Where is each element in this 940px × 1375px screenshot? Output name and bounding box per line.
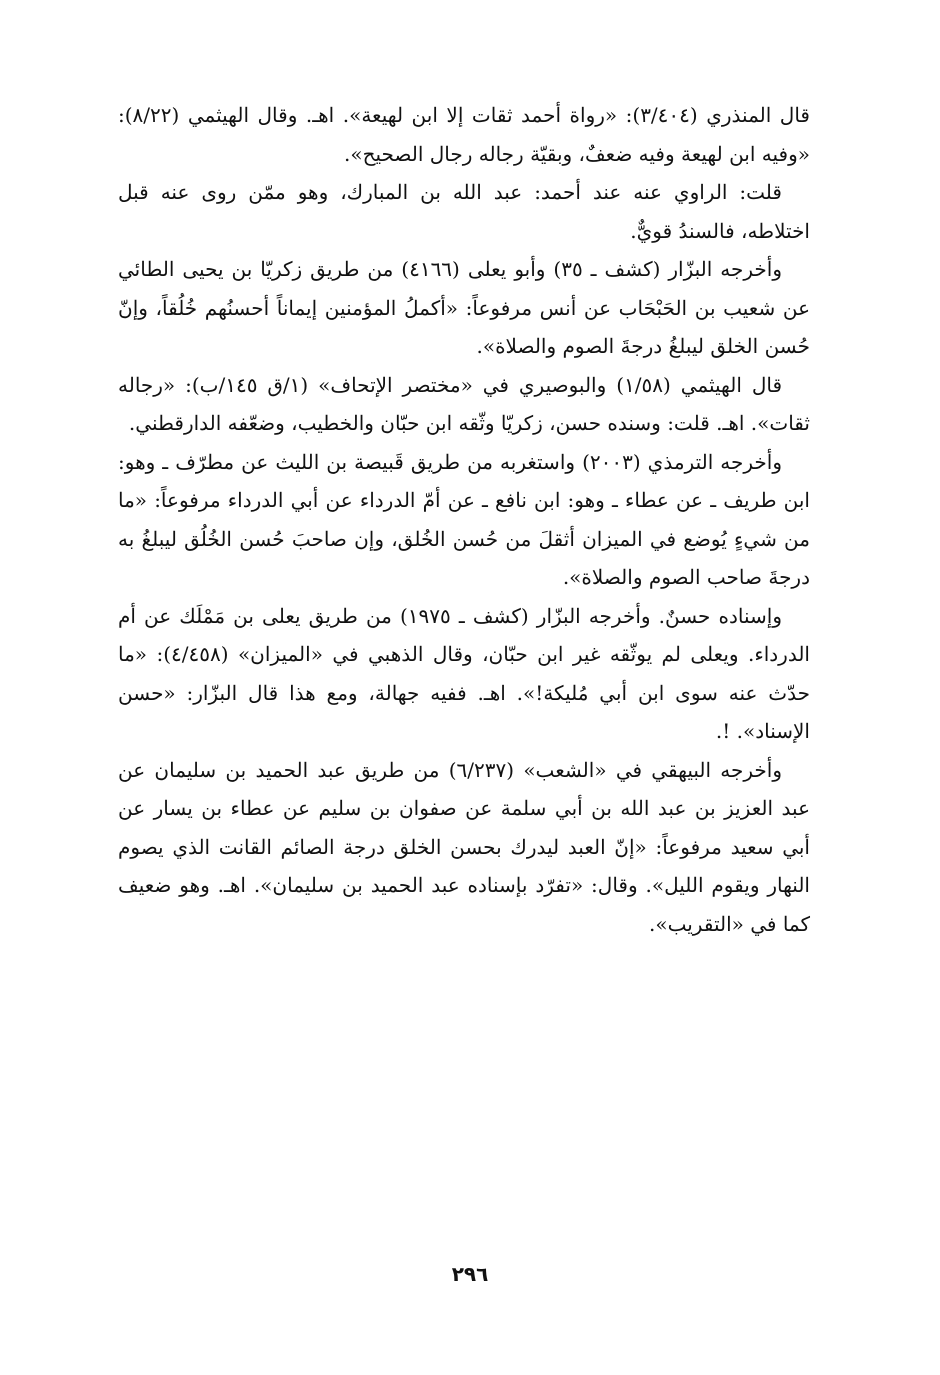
page-number: ٢٩٦ [451,1262,489,1286]
paragraph-4: قال الهيثمي (١/٥٨) والبوصيري في «مختصر الإتحاف» (١/ق ١٤٥/ب): «رجاله ثقات». اهـ. قلت: وسنده حسن، زكريّا وثّقه ابن حبّان والخطيب، وضعّفه الدارقطني. [118,372,810,435]
paragraph-6: وإسناده حسنٌ. وأخرجه البزّار (كشف ـ ١٩٧٥) من طريق يعلى بن مَمْلَك عن أم الدرداء. ويعلى لم يوثّقه غير ابن حبّان، وقال الذهبي في «الميزان» (٤/٤٥٨): «ما حدّث عنه سوى ابن أبي مُليكة!». اهـ. ففيه جهالة، ومع هذا قال البزّار: «حسن الإسناد». !. [118,603,810,743]
paragraph-1: قال المنذري (٣/٤٠٤): «رواة أحمد ثقات إلا ابن لهيعة». اهـ. وقال الهيثمي (٨/٢٢): «وفيه ابن لهيعة وفيه ضعفٌ، وبقيّة رجاله رجال الصحيح». [118,103,810,166]
paragraph-7: وأخرجه البيهقي في «الشعب» (٦/٢٣٧) من طريق عبد الحميد بن سليمان عن عبد العزيز بن عبد الله بن أبي سلمة عن صفوان بن سليم عن عطاء بن يسار عن أبي سعيد مرفوعاً: «إنّ العبد ليدرك بحسن الخلق درجة الصائم القانت الذي يصوم النهار ويقوم الليل». وقال: «تفرّد بإسناده عبد الحميد بن سليمان». اهـ. وهو ضعيف كما في «التقريب». [118,757,810,936]
paragraph-2: قلت: الراوي عنه عند أحمد: عبد الله بن المبارك، وهو ممّن روى عنه قبل اختلاطه، فالسندُ قويٌّ. [118,180,810,243]
paragraph-3: وأخرجه البزّار (كشف ـ ٣٥) وأبو يعلى (٤١٦٦) من طريق زكريّا بن يحيى الطائي عن شعيب بن الحَبْحَاب عن أنس مرفوعاً: «أكملُ المؤمنين إيماناً أحسنُهم خُلُقاً، وإنّ حُسن الخلق ليبلغُ درجةَ الصوم والصلاة». [118,257,810,358]
paragraph-5: وأخرجه الترمذي (٢٠٠٣) واستغربه من طريق قَبيصة بن الليث عن مطرّف ـ وهو: ابن طريف ـ عن عطاء ـ وهو: ابن نافع ـ عن أمّ الدرداء عن أبي الدرداء مرفوعاً: «ما من شيءٍ يُوضع في الميزان أثقلَ من حُسن الخُلق، وإن صاحبَ حُسن الخُلُق ليبلغُ به درجةَ صاحب الصوم والصلاة». [118,449,810,589]
page-body [118,96,810,943]
